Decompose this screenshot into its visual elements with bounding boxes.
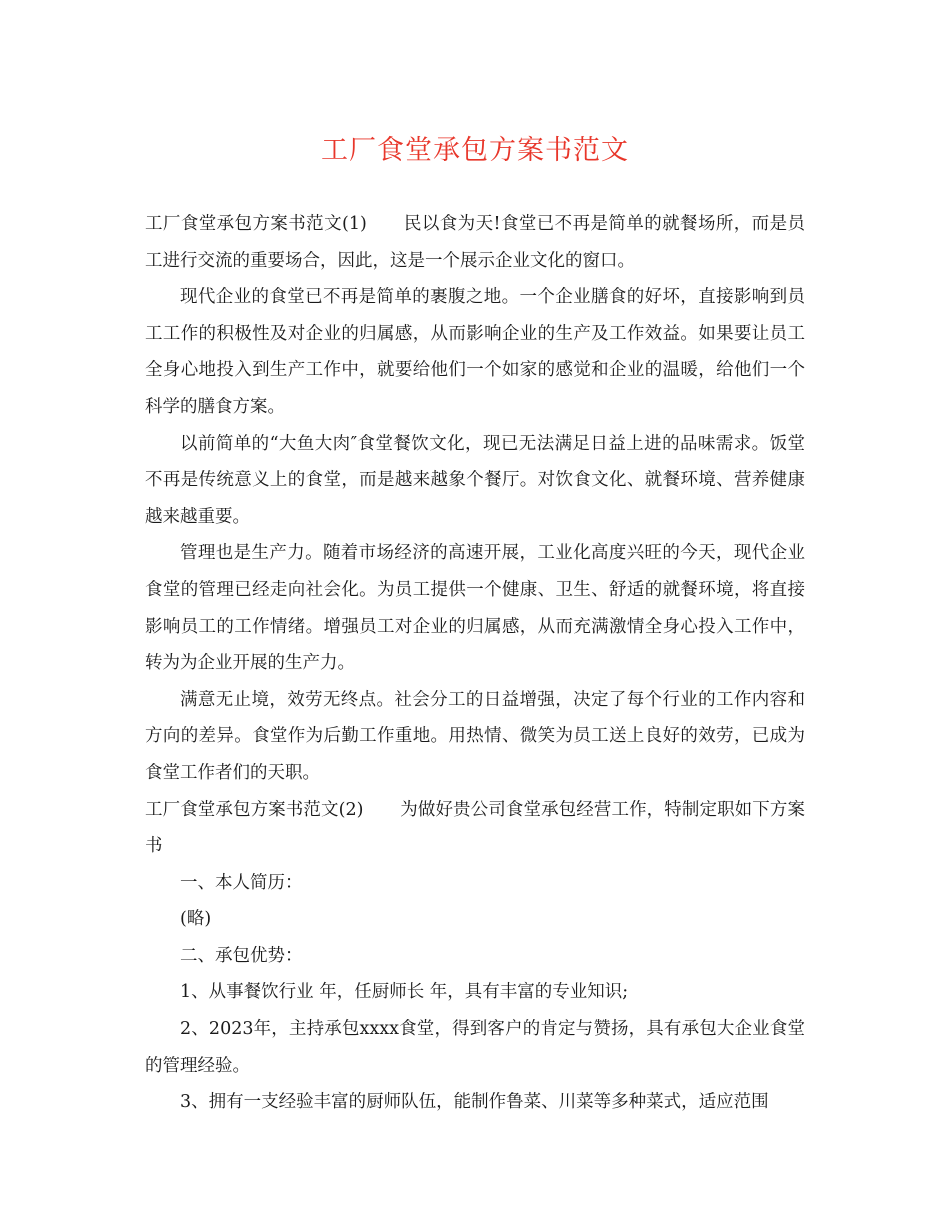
paragraph: 现代企业的食堂已不再是简单的裹腹之地。一个企业膳食的好坏，直接影响到员工工作的积极性及对企业的归属感，从而影响企业的生产及工作效益。如果要让员工全身心地投入到生产工作中，就要给他们一个如家的感觉和企业的温暖，给他们一个科学的膳食方案。 [145,287,805,417]
list-heading: 二、承包优势： [180,945,303,966]
list-item: 2、2023年，主持承包xxxx食堂，得到客户的肯定与赞扬，具有承包大企业食堂的管理经验。 [145,1019,805,1076]
list-heading: 一、本人简历： [180,872,303,893]
list-item: 1、从事餐饮行业 年，任厨师长 年，具有丰富的专业知识; [180,982,629,1003]
paragraph: (略) [180,909,212,930]
paragraph-text: 民以食为天!食堂已不再是简单的就餐场所，而是员工进行交流的重要场合，因此，这是一个展示企业文化的窗口。 [145,214,805,271]
section-heading: 工厂食堂承包方案书范文(2) [145,799,364,820]
paragraph-text: 为做好贵公司食堂承包经营工作，特制定职如下方案书 [145,799,805,857]
paragraph [145,792,805,865]
paragraph: 管理也是生产力。随着市场经济的高速开展，工业化高度兴旺的今天，现代企业食堂的管理已经走向社会化。为员工提供一个健康、卫生、舒适的就餐环境，将直接影响员工的工作情绪。增强员工对企业的归属感，从而充满激情全身心投入工作中，转为为企业开展的生产力。 [145,543,805,674]
document-body [145,206,805,1121]
paragraph: 满意无止境，效劳无终点。社会分工的日益增强，决定了每个行业的工作内容和方向的差异。食堂作为后勤工作重地。用热情、微笑为员工送上良好的效劳，已成为食堂工作者们的天职。 [145,689,805,783]
section-heading: 工厂食堂承包方案书范文(1) [145,214,367,234]
list-item: 3、拥有一支经验丰富的厨师队伍，能制作鲁菜、川菜等多种菜式，适应范围 [180,1092,769,1113]
paragraph [145,206,805,279]
paragraph: 以前简单的“大鱼大肉″食堂餐饮文化，现已无法满足日益上进的品味需求。饭堂不再是传统意义上的食堂，而是越来越象个餐厅。对饮食文化、就餐环境、营养健康越来越重要。 [145,433,805,527]
page-title: 工厂食堂承包方案书范文 [321,135,629,166]
